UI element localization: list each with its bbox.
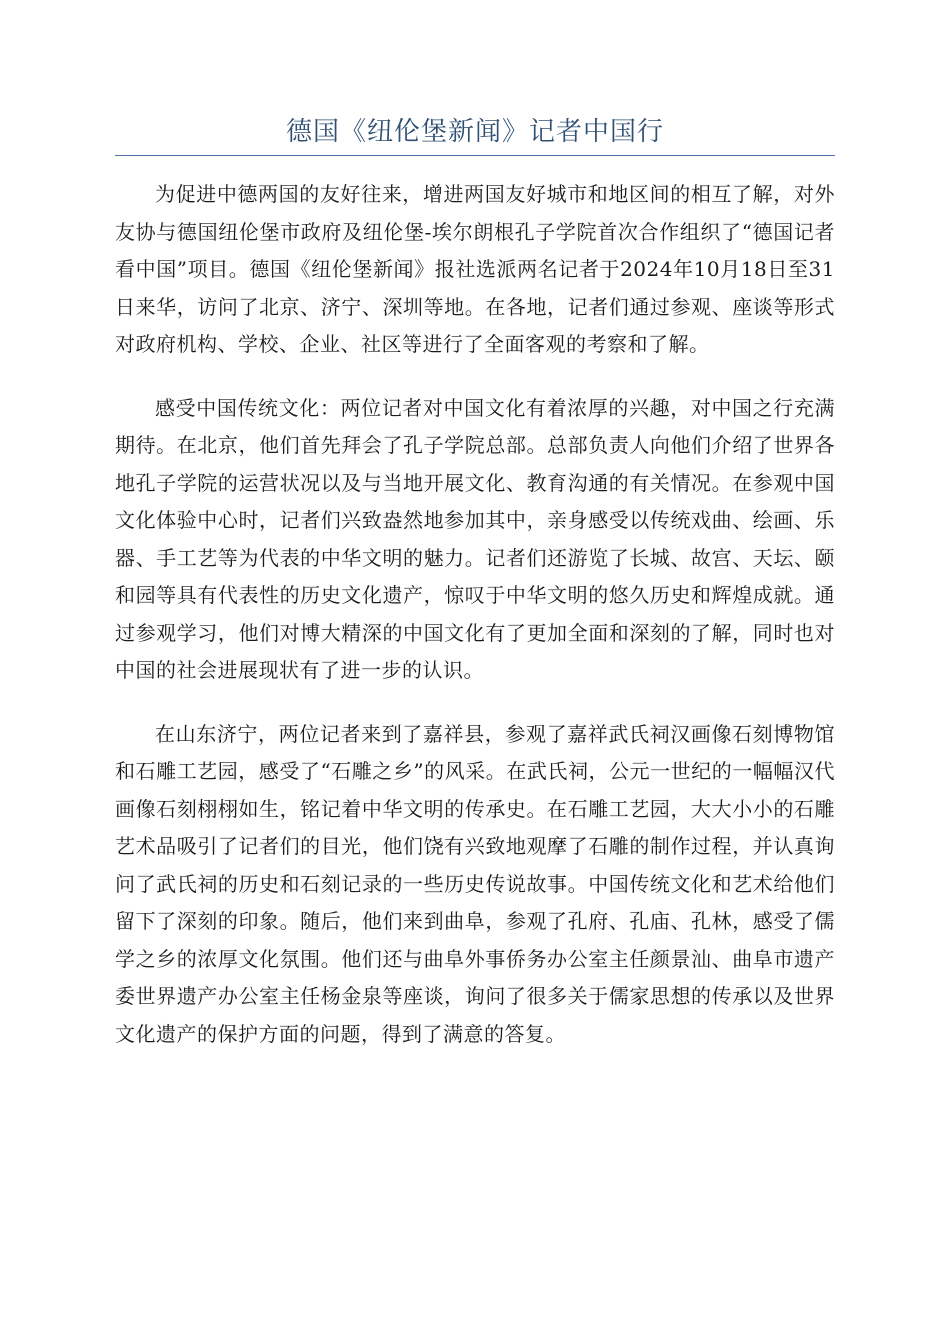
paragraph-jining: 在山东济宁，两位记者来到了嘉祥县，参观了嘉祥武氏祠汉画像石刻博物馆和石雕工艺园，感受了“石雕之乡”的风采。在武氏祠，公元一世纪的一幅幅汉代画像石刻栩栩如生，铭记着中华文明的传承史。在石雕工艺园，大大小小的石雕艺术品吸引了记者们的目光，他们饶有兴致地观摩了石雕的制作过程，并认真询问了武氏祠的历史和石刻记录的一些历史传说故事。中国传统文化和艺术给他们留下了深刻的印象。随后，他们来到曲阜，参观了孔府、孔庙、孔林，感受了儒学之乡的浓厚文化氛围。他们还与曲阜外事侨务办公室主任颜景汕、曲阜市遗产委世界遗产办公室主任杨金泉等座谈，询问了很多关于儒家思想的传承以及世界文化遗产的保护方面的问题，得到了满意的答复。	[115, 721, 835, 1046]
paragraph-beijing: 感受中国传统文化：两位记者对中国文化有着浓厚的兴趣，对中国之行充满期待。在北京，他们首先拜会了孔子学院总部。总部负责人向他们介绍了世界各地孔子学院的运营状况以及与当地开展文化、教育沟通的有关情况。在参观中国文化体验中心时，记者们兴致盎然地参加其中，亲身感受以传统戏曲、绘画、乐器、手工艺等为代表的中华文明的魅力。记者们还游览了长城、故宫、天坛、颐和园等具有代表性的历史文化遗产，惊叹于中华文明的悠久历史和辉煌成就。通过参观学习，他们对博大精深的中国文化有了更加全面和深刻的了解，同时也对中国的社会进展现状有了进一步的认识。	[115, 395, 835, 682]
article-body	[115, 176, 835, 1079]
paragraph-intro: 为促进中德两国的友好往来，增进两国友好城市和地区间的相互了解，对外友协与德国纽伦堡市政府及纽伦堡-埃尔朗根孔子学院首次合作组织了“德国记者看中国”项目。德国《纽伦堡新闻》报社选派两名记者于2024年10月18日至31日来华，访问了北京、济宁、深圳等地。在各地，记者们通过参观、座谈等形式对政府机构、学校、企业、社区等进行了全面客观的考察和了解。	[115, 182, 835, 356]
page-title: 德国《纽伦堡新闻》记者中国行	[285, 117, 664, 147]
title-underline	[115, 155, 835, 156]
title-block	[115, 112, 835, 156]
